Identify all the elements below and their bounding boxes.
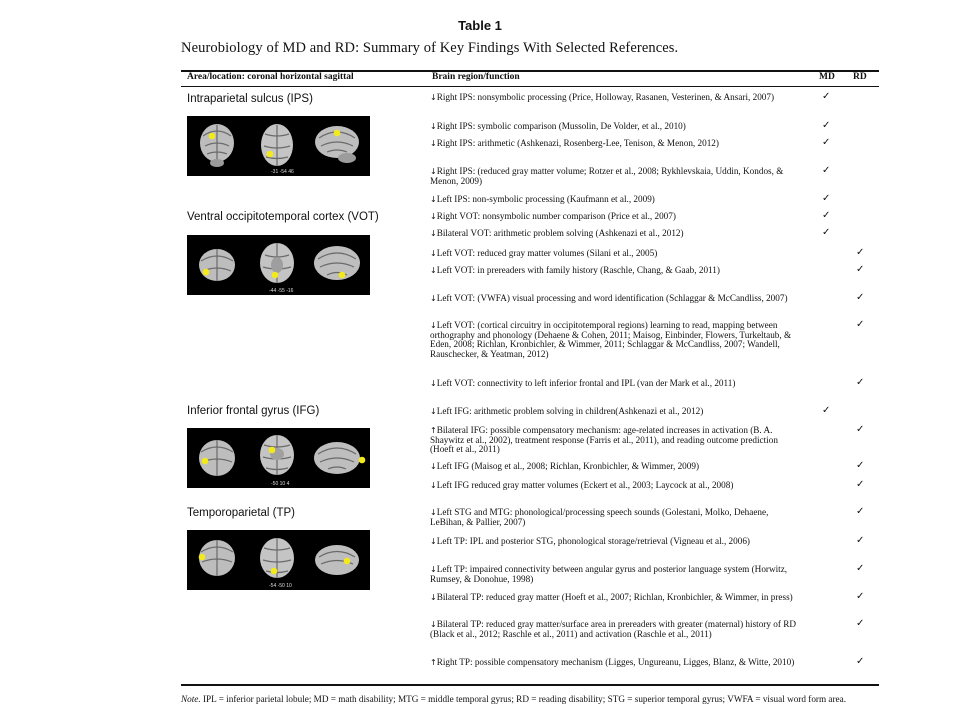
finding-row	[430, 462, 802, 472]
finding-row	[430, 122, 802, 132]
rd-check-icon: ✓	[856, 591, 865, 602]
md-check-icon: ✓	[822, 120, 831, 131]
activation-marker	[267, 151, 274, 158]
finding-text: Right TP: possible compensatory mechanism (Ligges, Ungureanu, Ligges, Blanz, & Witte, 2010)	[436, 657, 795, 667]
finding-text: Bilateral TP: reduced gray matter (Hoeft et al., 2007; Richlan, Kronbichler, & Wimmer, in press)	[436, 592, 793, 602]
rd-check-icon: ✓	[856, 264, 865, 275]
finding-text: Left VOT: (cortical circuitry in occipitotemporal regions) learning to read, mapping between orthography and phonology (Dehaene & Cohen, 2011; Maisog, Einbinder, Flowers, Turkeltaub, & Eden, 2008; Richlan, Kronbichler, & Wimmer, 2011; Schlaggar & McCandliss, 2007; Wandell, Rauschecker, & Yeatman, 2012)	[430, 320, 792, 359]
md-check-icon: ✓	[822, 165, 831, 176]
md-check-icon: ✓	[822, 227, 831, 238]
coronal-slice	[199, 249, 235, 281]
finding-text: Right IPS: symbolic comparison (Mussolin, De Volder, et al., 2010)	[436, 121, 686, 131]
finding-text: Left IPS: non-symbolic processing (Kaufmann et al., 2009)	[436, 194, 655, 204]
activation-marker	[334, 130, 341, 137]
finding-row	[430, 620, 802, 639]
down-arrow-icon: ↓	[430, 620, 437, 629]
md-check-icon: ✓	[822, 405, 831, 416]
finding-text: Left IFG (Maisog et al., 2008; Richlan, Kronbichler, & Wimmer, 2009)	[436, 461, 700, 471]
coordinate-label: -50 10 4	[271, 481, 290, 487]
up-arrow-icon: ↑	[430, 426, 437, 435]
coordinate-label: -44 -55 -16	[269, 288, 294, 294]
finding-text: Left STG and MTG: phonological/processing speech sounds (Golestani, Molko, Dehaene, LeBihan, & Pallier, 2007)	[430, 507, 769, 527]
finding-row	[430, 593, 802, 603]
sagittal-slice	[315, 545, 359, 575]
rd-check-icon: ✓	[856, 424, 865, 435]
header-region: Brain region/function	[432, 72, 520, 82]
sagittal-slice	[314, 246, 360, 280]
finding-text: Bilateral IFG: possible compensatory mechanism: age-related increases in activation (B. A. Shaywitz et al., 2002), treatment response (Farris et al., 2011), and reading outcome prediction (Hoeft et al., 2011)	[430, 425, 778, 455]
area-title-ifg: Inferior frontal gyrus (IFG)	[187, 405, 320, 417]
down-arrow-icon: ↓	[430, 321, 437, 330]
finding-row	[430, 379, 802, 389]
finding-row	[430, 167, 802, 186]
rd-check-icon: ✓	[856, 460, 865, 471]
md-check-icon: ✓	[822, 210, 831, 221]
up-arrow-icon: ↑	[430, 658, 437, 667]
sagittal-slice	[314, 442, 360, 474]
activation-marker	[344, 558, 351, 565]
md-check-icon: ✓	[822, 137, 831, 148]
finding-text: Left TP: IPL and posterior STG, phonological storage/retrieval (Vigneau et al., 2006)	[436, 536, 750, 546]
finding-text: Left IFG: arithmetic problem solving in children(Ashkenazi et al., 2012)	[436, 406, 704, 416]
rd-check-icon: ✓	[856, 479, 865, 490]
finding-text: Right VOT: nonsymbolic number comparison (Price et al., 2007)	[436, 211, 676, 221]
finding-row	[430, 407, 802, 417]
area-title-tp: Temporoparietal (TP)	[187, 507, 296, 519]
finding-text: Left TP: impaired connectivity between angular gyrus and posterior language system (Horwitz, Rumsey, & Donohue, 1998)	[430, 564, 788, 584]
activation-marker	[359, 457, 366, 464]
activation-marker	[272, 272, 279, 279]
down-arrow-icon: ↓	[430, 508, 437, 517]
rd-check-icon: ✓	[856, 563, 865, 574]
activation-marker	[209, 133, 216, 140]
horizontal-slice	[261, 124, 293, 166]
activation-marker	[271, 568, 278, 575]
finding-text: Bilateral TP: reduced gray matter/surface area in prereaders with greater (maternal) history of RD (Black et al., 2012; Raschle et al., 2011) and activation (Raschle et al., 2011)	[430, 619, 796, 639]
activation-marker	[269, 447, 276, 454]
coronal-slice	[200, 124, 234, 167]
brain-image-tp	[187, 530, 370, 590]
rd-check-icon: ✓	[856, 292, 865, 303]
note-label: Note.	[181, 694, 201, 704]
activation-marker	[203, 269, 210, 276]
down-arrow-icon: ↓	[430, 139, 437, 148]
finding-text: Left VOT: reduced gray matter volumes (Silani et al., 2005)	[436, 248, 658, 258]
rd-check-icon: ✓	[856, 319, 865, 330]
finding-text: Right IPS: nonsymbolic processing (Price, Holloway, Rasanen, Vesterinen, & Ansari, 2007)	[436, 92, 775, 102]
finding-row	[430, 565, 802, 584]
finding-row	[430, 294, 802, 304]
finding-text: Left VOT: (VWFA) visual processing and word identification (Schlaggar & McCandliss, 2007)	[436, 293, 788, 303]
finding-text: Left VOT: connectivity to left inferior frontal and IPL (van der Mark et al., 2011)	[436, 378, 736, 388]
down-arrow-icon: ↓	[430, 593, 437, 602]
finding-row	[430, 266, 802, 276]
rd-check-icon: ✓	[856, 656, 865, 667]
table-label: Table 1	[458, 18, 502, 33]
header-rd: RD	[853, 72, 867, 82]
finding-row	[430, 426, 802, 455]
down-arrow-icon: ↓	[430, 481, 437, 490]
finding-text: Bilateral VOT: arithmetic problem solving (Ashkenazi et al., 2012)	[436, 228, 684, 238]
horizontal-slice	[260, 435, 294, 475]
down-arrow-icon: ↓	[430, 195, 437, 204]
table-note	[181, 694, 881, 706]
coordinate-label: -54 -50 10	[269, 583, 292, 589]
down-arrow-icon: ↓	[430, 93, 437, 102]
finding-text: Left IFG reduced gray matter volumes (Eckert et al., 2003; Laycock at al., 2008)	[436, 480, 734, 490]
brain-image-ifg	[187, 428, 370, 488]
md-check-icon: ✓	[822, 91, 831, 102]
rd-check-icon: ✓	[856, 618, 865, 629]
rd-check-icon: ✓	[856, 377, 865, 388]
down-arrow-icon: ↓	[430, 212, 437, 221]
md-check-icon: ✓	[822, 193, 831, 204]
area-title-vot: Ventral occipitotemporal cortex (VOT)	[187, 211, 379, 223]
down-arrow-icon: ↓	[430, 167, 437, 176]
down-arrow-icon: ↓	[430, 294, 437, 303]
rd-check-icon: ✓	[856, 506, 865, 517]
finding-row	[430, 508, 802, 527]
down-arrow-icon: ↓	[430, 122, 437, 131]
activation-marker	[339, 272, 346, 279]
bottom-rule	[181, 684, 879, 686]
brain-image-ips	[187, 116, 370, 176]
finding-row	[430, 139, 802, 149]
down-arrow-icon: ↓	[430, 462, 437, 471]
down-arrow-icon: ↓	[430, 537, 437, 546]
finding-row	[430, 93, 802, 103]
finding-row	[430, 537, 802, 547]
brain-image-vot	[187, 235, 370, 295]
down-arrow-icon: ↓	[430, 565, 437, 574]
finding-row	[430, 481, 802, 491]
down-arrow-icon: ↓	[430, 379, 437, 388]
coordinate-label: -31 -54 46	[271, 169, 294, 175]
finding-row	[430, 212, 802, 222]
header-area: Area/location: coronal horizontal sagittal	[187, 72, 354, 82]
finding-row	[430, 229, 802, 239]
note-text: IPL = inferior parietal lobule; MD = math disability; MTG = middle temporal gyrus; RD = reading disability; STG = superior temporal gyrus; VWFA = visual word form area.	[200, 694, 847, 704]
area-title-ips: Intraparietal sulcus (IPS)	[187, 93, 313, 105]
rd-check-icon: ✓	[856, 247, 865, 258]
finding-text: Right IPS: (reduced gray matter volume; Rotzer et al., 2008; Rykhlevskaia, Uddin, Kondos, & Menon, 2009)	[430, 166, 784, 186]
activation-marker	[202, 458, 209, 465]
finding-row	[430, 195, 802, 205]
down-arrow-icon: ↓	[430, 249, 437, 258]
finding-row	[430, 249, 802, 259]
finding-text: Left VOT: in prereaders with family history (Raschle, Chang, & Gaab, 2011)	[436, 265, 720, 275]
finding-row	[430, 658, 802, 668]
header-rule	[181, 86, 879, 87]
rd-check-icon: ✓	[856, 535, 865, 546]
table-title: Neurobiology of MD and RD: Summary of Key Findings With Selected References.	[181, 40, 679, 56]
finding-row	[430, 321, 802, 359]
down-arrow-icon: ↓	[430, 266, 437, 275]
activation-marker	[199, 554, 206, 561]
down-arrow-icon: ↓	[430, 407, 437, 416]
finding-text: Right IPS: arithmetic (Ashkenazi, Rosenberg-Lee, Tenison, & Menon, 2012)	[436, 138, 719, 148]
header-md: MD	[819, 72, 835, 82]
down-arrow-icon: ↓	[430, 229, 437, 238]
